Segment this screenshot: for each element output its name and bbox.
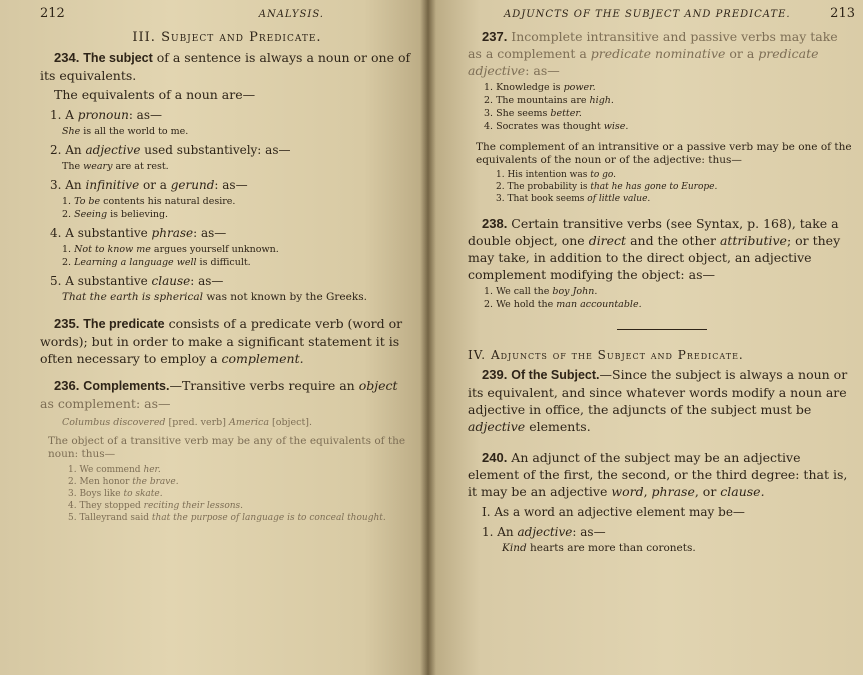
paragraph-239: 239. Of the Subject.—Since the subject is always a noun or its equivalent, and since whatever words modify a noun are adjective in office, the adjuncts of the subject must be adjective elements. [468, 367, 848, 434]
list-item: 3. She seems better. [484, 108, 582, 119]
page-number: 213 [830, 6, 855, 21]
list-item: 1. His intention was to go. [496, 170, 616, 180]
note: The object of a transitive verb may be any of the equivalents of the noun: thus— [48, 435, 406, 460]
note-list [468, 169, 855, 205]
paragraph-234-line2: The equivalents of a noun are— [54, 87, 256, 102]
equivalent-2: 2. An adjective used substantively: as— [50, 143, 291, 157]
list-item: 4. Socrates was thought wise. [484, 121, 629, 132]
left-running-head [40, 6, 414, 24]
equivalent-1: 1. A pronoun: as— [50, 108, 162, 122]
running-title: ADJUNCTS OF THE SUBJECT AND PREDICATE. [504, 9, 791, 20]
paragraph-238: 238. Certain transitive verbs (see Syntax, p. 168), take a double object, one direct and the other attributive; or they may take, in addition to the direct object, an adjective complement modifying the object: as— [468, 216, 841, 282]
example-list [468, 285, 855, 311]
note-list [40, 464, 414, 524]
paragraph-234: 234. The subject of a sentence is always a noun or one of its equivalents. [40, 50, 411, 83]
section-divider [617, 329, 707, 330]
paragraph-237: 237. Incomplete intransitive and passive verbs may take as a complement a predicate nominative or a predicate adjective: as— [468, 29, 838, 78]
paragraph-236: 236. Complements.—Transitive verbs require an object as complement: as— [40, 378, 398, 411]
equivalent-5: 5. A substantive clause: as— [50, 274, 224, 288]
example-list [468, 81, 855, 133]
paragraph-235: 235. The predicate consists of a predicate verb (word or words); but in order to make a significant statement it is often necessary to employ a complement. [40, 316, 403, 366]
list-item: 2. The mountains are high. [484, 95, 614, 106]
list-item: 2. We hold the man accountable. [484, 299, 642, 310]
example: Kind hearts are more than coronets. [502, 542, 696, 554]
paragraph-240: 240. An adjunct of the subject may be an adjective element of the first, the second, or the third degree: that is, it may be an adjective word, phrase, or clause. [468, 450, 848, 499]
list-item: 4. They stopped reciting their lessons. [68, 501, 244, 511]
left-page [0, 0, 428, 675]
list-item: 1. We commend her. [68, 465, 161, 475]
section-heading: IV. Adjuncts of the Subject and Predicate. [468, 348, 744, 362]
list-item: 3. That book seems of little value. [496, 194, 651, 204]
example: The weary are at rest. [62, 161, 169, 172]
list-item: 1. Knowledge is power. [484, 82, 596, 93]
note: The complement of an intransitive or a passive verb may be one of the equivalents of the noun or of the adjective: thus— [476, 141, 852, 166]
equivalents-list [40, 107, 414, 304]
list-item: 1. We call the boy John. [484, 286, 598, 297]
list-item: 2. Men honor the brave. [68, 477, 179, 487]
example: She is all the world to me. [62, 126, 189, 137]
list-item: 5. Talleyrand said that the purpose of language is to conceal thought. [68, 513, 386, 523]
list-item: 2. The probability is that he has gone to Europe. [496, 182, 718, 192]
example: That the earth is spherical was not known by the Greeks. [62, 291, 367, 303]
example: 1. Not to know me argues yourself unknown. [62, 244, 279, 255]
sub-item: 1. An adjective: as— [482, 525, 606, 539]
right-running-head [468, 6, 855, 24]
running-title: ANALYSIS. [258, 9, 324, 20]
equivalent-4: 4. A substantive phrase: as— [50, 226, 227, 240]
example: 1. To be contents his natural desire. [62, 196, 236, 207]
equivalent-3: 3. An infinitive or a gerund: as— [50, 178, 248, 192]
example: 2. Seeing is believing. [62, 209, 169, 220]
page-number: 212 [40, 6, 65, 21]
example: Columbus discovered [pred. verb] America [object]. [62, 417, 312, 428]
book-gutter [420, 0, 436, 675]
right-page [428, 0, 863, 675]
example: 2. Learning a language well is difficult. [62, 257, 251, 268]
list-item: 3. Boys like to skate. [68, 489, 163, 499]
section-heading: III. Subject and Predicate. [132, 30, 322, 45]
roman-heading: I. As a word an adjective element may be— [482, 505, 745, 519]
